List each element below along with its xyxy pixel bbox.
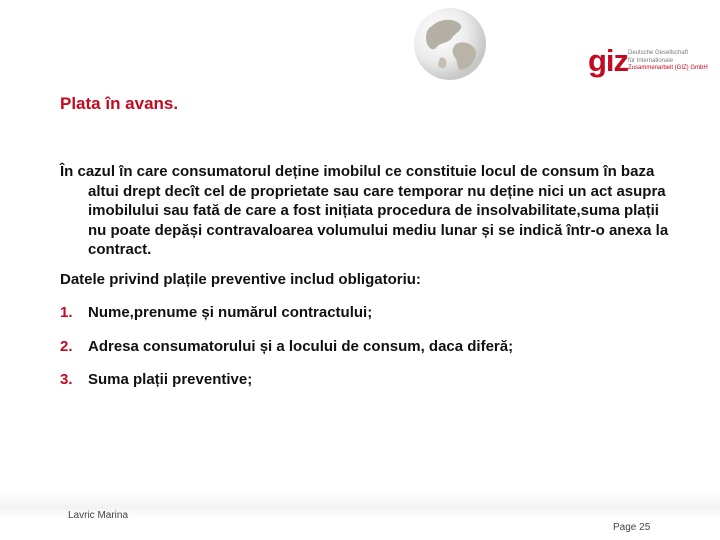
list-item-text: Suma plații preventive; (88, 371, 253, 388)
giz-logo-word: giz (588, 43, 629, 78)
giz-tagline-line: für Internationale (628, 57, 674, 64)
slide-body (60, 162, 670, 390)
slide-title: Plata în avans. (60, 94, 179, 113)
globe-icon (410, 4, 490, 84)
giz-logo (588, 44, 708, 78)
list-item (60, 303, 670, 323)
list-item-number: 1. (60, 304, 73, 321)
giz-tagline-line: Zusammenarbeit (GIZ) GmbH (628, 65, 708, 71)
numbered-list (60, 303, 670, 390)
list-item-number: 3. (60, 371, 73, 388)
list-item (60, 370, 670, 390)
list-item (60, 337, 670, 357)
giz-tagline-line: Deutsche Gesellschaft (628, 50, 689, 56)
list-item-text: Adresa consumatorului și a locului de consum, daca diferă; (88, 337, 514, 355)
giz-logo-tagline (628, 50, 710, 73)
list-item-number: 2. (60, 337, 73, 355)
footer-author: Lavric Marina (68, 510, 129, 521)
paragraph-main: În cazul în care consumatorul deține imobilul ce constituie locul de consum în baza altui drept decît cel de proprietate sau care temporar nu deține nici un act asupra imobilului sau fată de care a fost inițiata procedura de insolvabilitate,suma plații nu poate depăși contravaloarea volumului mediu lunar și se indică într-o anexa la contract. (60, 163, 669, 258)
page-number: Page 25 (613, 522, 651, 533)
list-item-text: Nume,prenume și numărul contractului; (88, 304, 373, 321)
paragraph-intro-list: Datele privind plațile preventive includ obligatoriu: (60, 270, 421, 288)
